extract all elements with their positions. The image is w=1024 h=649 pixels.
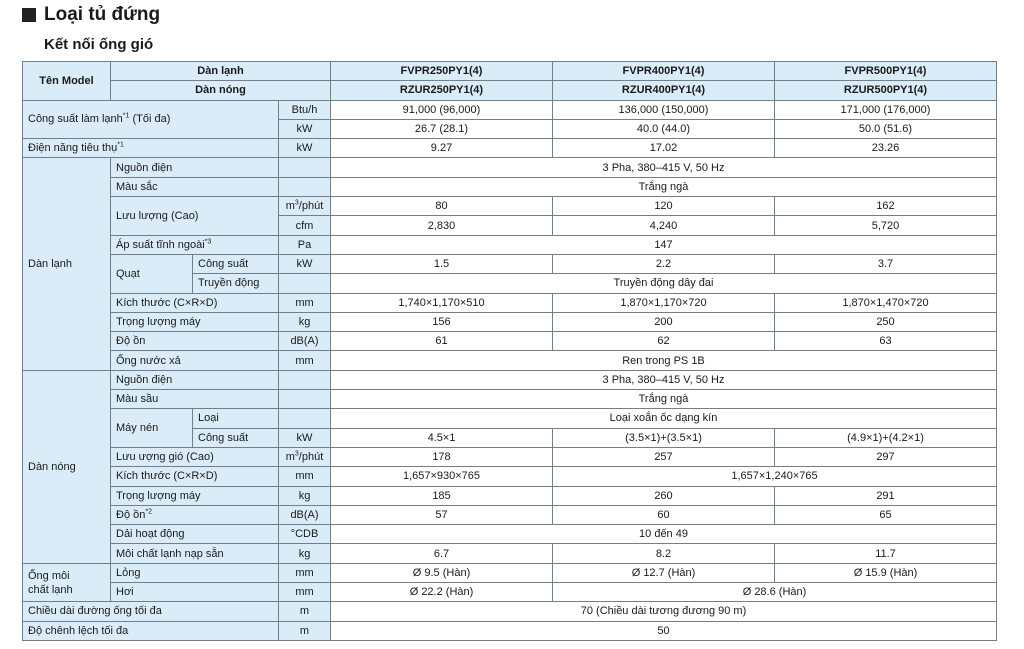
value-cell: 63: [775, 332, 997, 351]
table-row: [23, 505, 997, 524]
value-cell: 10 đến 49: [331, 525, 997, 544]
value-cell: 4.5×1: [331, 428, 553, 447]
table-row: [23, 235, 997, 254]
table-row: [23, 370, 997, 389]
row-label: Máy nén: [111, 409, 193, 448]
value-cell: 26.7 (28.1): [331, 119, 553, 138]
power-consumption-label: Điện năng tiêu thụ$^{*1}$: [23, 139, 279, 158]
row-label: Độ ồn$^{*2}$: [111, 505, 279, 524]
outdoor-model-3: RZUR500PY1(4): [775, 81, 997, 100]
row-label: Chiều dài đường ống tối đa: [23, 602, 279, 621]
row-label: Lưu ượng gió (Cao): [111, 447, 279, 466]
row-label: Công suất: [193, 254, 279, 273]
row-label: Màu sầu: [111, 390, 279, 409]
unit-cell: mm: [279, 351, 331, 370]
value-cell: 171,000 (176,000): [775, 100, 997, 119]
row-label: Nguồn điện: [111, 158, 279, 177]
value-cell: Ø 9.5 (Hàn): [331, 563, 553, 582]
unit-cell: kg: [279, 312, 331, 331]
indoor-unit-label: Dàn lạnh: [111, 62, 331, 81]
value-cell: 156: [331, 312, 553, 331]
row-label: Trọng lượng máy: [111, 486, 279, 505]
value-cell: 136,000 (150,000): [553, 100, 775, 119]
value-cell: 3 Pha, 380–415 V, 50 Hz: [331, 370, 997, 389]
value-cell: Ren trong PS 1B: [331, 351, 997, 370]
value-cell: 50.0 (51.6): [775, 119, 997, 138]
value-cell: 200: [553, 312, 775, 331]
value-cell: 65: [775, 505, 997, 524]
value-cell: Ø 28.6 (Hàn): [553, 583, 997, 602]
table-row: [23, 583, 997, 602]
cooling-capacity-label: Công suất làm lạnh$^{*1}$ (Tối đa): [23, 100, 279, 139]
unit-cell: [279, 274, 331, 293]
table-row: [23, 621, 997, 640]
unit-cell: $m^3$/phút: [279, 447, 331, 466]
table-row: [23, 62, 997, 81]
value-cell: 8.2: [553, 544, 775, 563]
unit-cell: kW: [279, 119, 331, 138]
unit-cell: m: [279, 602, 331, 621]
value-cell: 60: [553, 505, 775, 524]
value-cell: 5,720: [775, 216, 997, 235]
row-label: Độ chênh lệch tối đa: [23, 621, 279, 640]
model-label: Tên Model: [23, 62, 111, 101]
table-row: [23, 332, 997, 351]
value-cell: 1,870×1,470×720: [775, 293, 997, 312]
value-cell: Loại xoắn ốc dạng kín: [331, 409, 997, 428]
value-cell: 162: [775, 197, 997, 216]
value-cell: 120: [553, 197, 775, 216]
unit-cell: kg: [279, 544, 331, 563]
value-cell: Ø 22.2 (Hàn): [331, 583, 553, 602]
table-row: [23, 563, 997, 582]
row-label: Độ ồn: [111, 332, 279, 351]
row-label: Công suất: [193, 428, 279, 447]
value-cell: 257: [553, 447, 775, 466]
value-cell: Truyền động dây đai: [331, 274, 997, 293]
value-cell: 40.0 (44.0): [553, 119, 775, 138]
value-cell: 3.7: [775, 254, 997, 273]
unit-cell: Pa: [279, 235, 331, 254]
unit-cell: m: [279, 621, 331, 640]
value-cell: 291: [775, 486, 997, 505]
unit-cell: dB(A): [279, 332, 331, 351]
table-row: [23, 158, 997, 177]
table-row: [23, 409, 997, 428]
value-cell: 9.27: [331, 139, 553, 158]
unit-cell: [279, 158, 331, 177]
row-label: Hơi: [111, 583, 279, 602]
value-cell: 1.5: [331, 254, 553, 273]
table-row: [23, 293, 997, 312]
unit-cell: mm: [279, 467, 331, 486]
unit-cell: dB(A): [279, 505, 331, 524]
unit-cell: kW: [279, 254, 331, 273]
value-cell: 70 (Chiều dài tương đương 90 m): [331, 602, 997, 621]
unit-cell: Btu/h: [279, 100, 331, 119]
value-cell: 260: [553, 486, 775, 505]
value-cell: 62: [553, 332, 775, 351]
unit-cell: kW: [279, 428, 331, 447]
value-cell: (3.5×1)+(3.5×1): [553, 428, 775, 447]
value-cell: 11.7: [775, 544, 997, 563]
value-cell: 61: [331, 332, 553, 351]
value-cell: 178: [331, 447, 553, 466]
row-label: Áp suất tĩnh ngoài$^{*3}$: [111, 235, 279, 254]
spec-table: [22, 61, 997, 641]
row-label: Ống nước xả: [111, 351, 279, 370]
unit-cell: cfm: [279, 216, 331, 235]
unit-cell: [279, 390, 331, 409]
table-row: [23, 100, 997, 119]
outdoor-group-label: Dàn nóng: [23, 370, 111, 563]
value-cell: (4.9×1)+(4.2×1): [775, 428, 997, 447]
unit-cell: kW: [279, 139, 331, 158]
row-label: Quạt: [111, 254, 193, 293]
value-cell: Ø 12.7 (Hàn): [553, 563, 775, 582]
table-row: [23, 81, 997, 100]
value-cell: 250: [775, 312, 997, 331]
outdoor-unit-label: Dàn nóng: [111, 81, 331, 100]
value-cell: 1,870×1,170×720: [553, 293, 775, 312]
table-row: [23, 390, 997, 409]
value-cell: 3 Pha, 380–415 V, 50 Hz: [331, 158, 997, 177]
value-cell: 57: [331, 505, 553, 524]
value-cell: Trắng ngà: [331, 177, 997, 196]
value-cell: 2,830: [331, 216, 553, 235]
table-row: [23, 486, 997, 505]
page-title: Loại tủ đứng: [44, 4, 161, 25]
unit-cell: mm: [279, 293, 331, 312]
value-cell: 297: [775, 447, 997, 466]
table-row: [23, 197, 997, 216]
table-row: [23, 525, 997, 544]
value-cell: 50: [331, 621, 997, 640]
row-label: Màu sắc: [111, 177, 279, 196]
table-row: [23, 254, 997, 273]
page-header: [22, 4, 160, 26]
unit-cell: mm: [279, 563, 331, 582]
value-cell: 185: [331, 486, 553, 505]
value-cell: Ø 15.9 (Hàn): [775, 563, 997, 582]
value-cell: 23.26: [775, 139, 997, 158]
indoor-model-3: FVPR500PY1(4): [775, 62, 997, 81]
row-label: Truyền động: [193, 274, 279, 293]
unit-cell: $m^3$/phút: [279, 197, 331, 216]
piping-group-label: Ống môi chất lạnh: [23, 563, 111, 602]
row-label: Môi chất lạnh nạp sẵn: [111, 544, 279, 563]
table-row: [23, 139, 997, 158]
unit-cell: [279, 177, 331, 196]
table-row: [23, 467, 997, 486]
indoor-model-1: FVPR250PY1(4): [331, 62, 553, 81]
row-label: Dải hoạt động: [111, 525, 279, 544]
row-label: Kích thước (C×R×D): [111, 293, 279, 312]
indoor-model-2: FVPR400PY1(4): [553, 62, 775, 81]
square-bullet-icon: [22, 8, 36, 22]
value-cell: 147: [331, 235, 997, 254]
row-label: Lưu lượng (Cao): [111, 197, 279, 236]
table-row: [23, 602, 997, 621]
outdoor-model-1: RZUR250PY1(4): [331, 81, 553, 100]
value-cell: 17.02: [553, 139, 775, 158]
row-label: Loại: [193, 409, 279, 428]
unit-cell: [279, 370, 331, 389]
table-row: [23, 177, 997, 196]
value-cell: 1,657×1,240×765: [553, 467, 997, 486]
row-label: Lỏng: [111, 563, 279, 582]
value-cell: 1,657×930×765: [331, 467, 553, 486]
value-cell: 80: [331, 197, 553, 216]
unit-cell: kg: [279, 486, 331, 505]
unit-cell: [279, 409, 331, 428]
row-label: Nguồn điện: [111, 370, 279, 389]
value-cell: 91,000 (96,000): [331, 100, 553, 119]
indoor-group-label: Dàn lạnh: [23, 158, 111, 370]
row-label: Trọng lượng máy: [111, 312, 279, 331]
value-cell: 6.7: [331, 544, 553, 563]
table-row: [23, 351, 997, 370]
page-subtitle: Kết nối ống gió: [44, 36, 154, 53]
value-cell: 1,740×1,170×510: [331, 293, 553, 312]
value-cell: 2.2: [553, 254, 775, 273]
table-row: [23, 447, 997, 466]
value-cell: Trắng ngà: [331, 390, 997, 409]
row-label: Kích thước (C×R×D): [111, 467, 279, 486]
value-cell: 4,240: [553, 216, 775, 235]
outdoor-model-2: RZUR400PY1(4): [553, 81, 775, 100]
unit-cell: mm: [279, 583, 331, 602]
table-row: [23, 544, 997, 563]
unit-cell: °CDB: [279, 525, 331, 544]
table-row: [23, 312, 997, 331]
